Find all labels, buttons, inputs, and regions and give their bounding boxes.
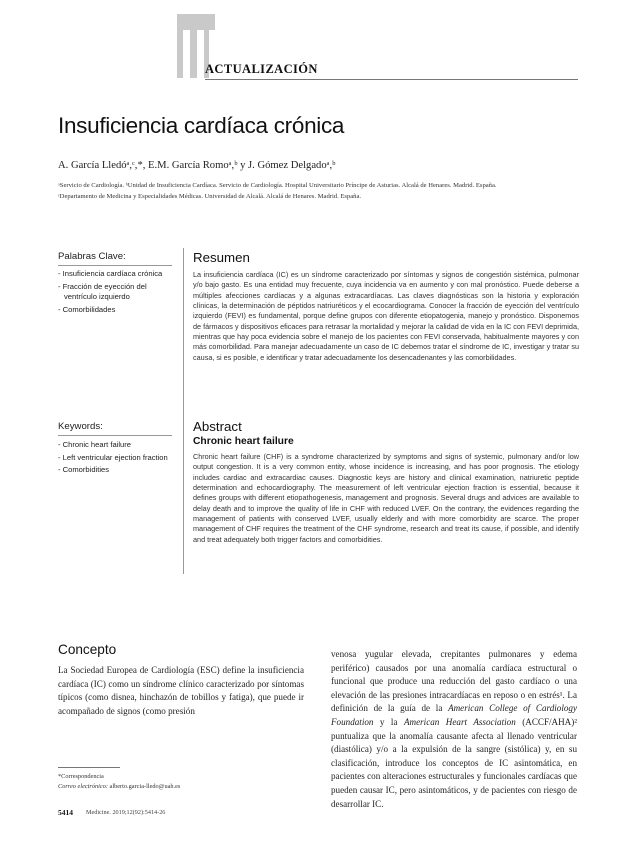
keywords-item: - Chronic heart failure: [58, 440, 132, 449]
concepto-left-column: [58, 664, 304, 718]
article-title: Insuficiencia cardíaca crónica: [58, 113, 345, 138]
abstract-subheading: Chronic heart failure: [193, 436, 294, 447]
keywords-item: - Left ventricular ejection fraction: [58, 452, 168, 462]
abstract-heading: Abstract: [193, 419, 242, 434]
section-label: ACTUALIZACIÓN: [205, 62, 318, 76]
affiliation-2: ᶜDepartamento de Medicina y Especialidades Médicas. Universidad de Alcalá. Alcalá de Henares. Madrid. España.: [58, 193, 362, 200]
concepto-heading: Concepto: [58, 642, 117, 657]
concepto-text-part: venosa yugular elevada, crepitantes pulmonares y edema periférico) causados por una anomalía cardíaca estructural o funcional que produce una reducción del gasto cardíaco o una elevación de las presiones intracardíacas en reposo o en estrés¹. La definición de la guía de la: [331, 649, 577, 714]
resumen-text: La insuficiencia cardíaca (IC) es un síndrome caracterizado por síntomas y signos de congestión sistémica, pulmonar y/o bajo gasto. Es una entidad muy frecuente, cuya incidencia va en aumento y con mal pronóstico. Puede deberse a múltiples afecciones cardíacas y a algunas extracardíacas. Las claves diagnósticas son la historia y exploración clínicas, la determinación de péptidos natriuréticos y el ecocardiograma. Conocer la fracción de eyección del ventrículo izquierdo (FEVI) es fundamental, porque define grupos con diferente etiopatogenia, manejo y pronóstico. Disponemos de fármacos y dispositivos eficaces para retrasar la mortalidad y mejorar la calidad de vida en la IC con FEVI deprimida, mientras que hay poca evidencia sobre el manejo de los pacientes con FEVI conservada, habitualmente mayores y con más comorbilidad. Para manejar adecuadamente un caso de IC debemos tratar el síndrome de IC, investigar y tratar su causa, si es posible, e identificar y tratar adecuadamente los desencadenantes y las comorbilidades.: [193, 270, 579, 362]
keywords-list: [58, 440, 176, 478]
palabras-clave-item: - Fracción de eyección del ventrículo izquierdo: [58, 281, 147, 301]
journal-citation: Medicine. 2019;12(92):5414-26: [86, 809, 166, 816]
concepto-right-column: [331, 648, 577, 811]
email-address[interactable]: alberto.garcia-lledo@uah.es: [109, 783, 181, 790]
keywords-title: Keywords:: [58, 421, 103, 432]
article-authors: A. García Lledóᵃ,ᶜ,*, E.M. García Romoᵃ,ᵇ y J. Gómez Delgadoᵃ,ᵇ: [58, 160, 336, 171]
palabras-clave-divider: [58, 265, 172, 266]
concepto-text-part: y la: [373, 716, 404, 727]
aha-name: American Heart Association: [403, 716, 516, 727]
affiliation-1: ᵃServicio de Cardiología. ᵇUnidad de Insuficiencia Cardíaca. Servicio de Cardiología. Hospital Universitario Príncipe de Asturias. Alcalá de Henares. Madrid. España.: [58, 182, 497, 189]
palabras-clave-item: - Comorbilidades: [58, 304, 116, 314]
email-line: [58, 783, 180, 790]
page-number: 5414: [58, 808, 73, 817]
section-divider: [205, 79, 578, 80]
abstract-text: Chronic heart failure (CHF) is a syndrome characterized by symptoms and signs of systemic, pulmonary and/or low output congestion. It is a very common entity, whose incidence is increasing, and has poor prognosis. The etiology includes cardiac and extracardiac causes. Diagnostic keys are history and clinical examination, natriuretic peptide determination and echocardiography. The measurement of left ventricular ejection fraction is essential, because it defines groups with different etiopathogenesis, management and prognosis. Several drugs and advices are available to delay death and to improve the quality of life in CHF with reduced LVEF. On the contrary, the evidences regarding the management of patients with conserved LVEF, usually elderly and with more comorbidity are scarce. The proper management of CHF requires the treatment of the CHF syndrome, research and treat its cause, if possible, and identify and treat adequately both trigger factors and comorbidities.: [193, 452, 579, 544]
column-divider: [183, 248, 184, 574]
keywords-item: - Comorbidities: [58, 465, 110, 474]
palabras-clave-item: - Insuficiencia cardíaca crónica: [58, 269, 163, 278]
concepto-left-paragraph: La Sociedad Europea de Cardiología (ESC) define la insuficiencia cardíaca (IC) como un síndrome clínico caracterizado por síntomas típicos (como disnea, hinchazón de tobillos y fatiga), que puede ir acompañado de signos (como presión: [58, 665, 304, 716]
resumen-heading: Resumen: [193, 250, 250, 265]
keywords-divider: [58, 435, 172, 436]
accf-name: American College of Cardiology Foundation: [331, 703, 577, 727]
palabras-clave-list: [58, 269, 176, 317]
footnote-divider: [58, 767, 120, 768]
correspondence-note: *Correspondencia: [58, 773, 104, 780]
email-label: Correo electrónico:: [58, 783, 108, 790]
concepto-right-paragraph: [331, 648, 577, 811]
concepto-text-part: (ACCF/AHA)² puntualiza que la anomalía causante afecta al llenado ventricular (diastólica) y/o a la expulsión de la sangre (sistólica) y, en su clasificación, introduce los conceptos de IC asintomática, en pacientes con alteraciones estructurales y funcionales cardíacas que pueden causar IC, pero asintomáticos, y de pacientes con riesgo de desarrollar IC.: [331, 716, 578, 809]
palabras-clave-title: Palabras Clave:: [58, 251, 126, 262]
